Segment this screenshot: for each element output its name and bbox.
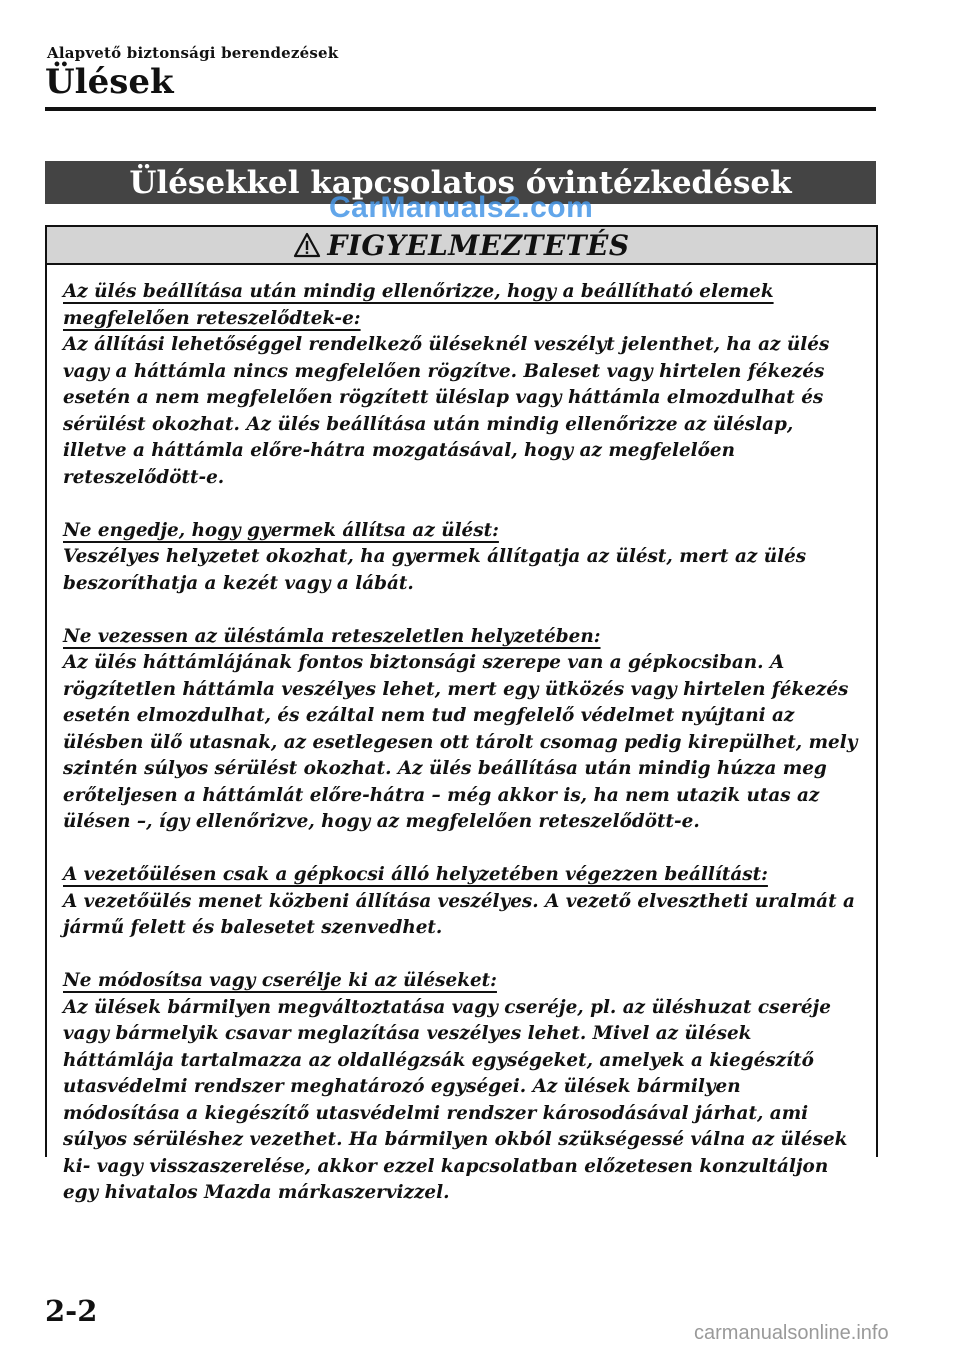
warning-item-text: Az állítási lehetőséggel rendelkező üléseknél veszélyt jelenthet, ha az ülés vagy a háttámla nincs megfelelően rögzítve. Baleset vagy hirtelen fékezés esetén a nem megfelelően rögzített üléslap vagy háttámla elmozdulhat és sérülést okozhat. Az ülés beállítása után mindig ellenőrizze az üléslap, illetve a háttámla előre-hátra mozgatásával, hogy az megfelelően reteszelődött-e. — [63, 334, 830, 488]
warning-triangle-icon — [293, 232, 321, 258]
warning-item-title: Ne módosítsa vagy cserélje ki az üléseket: — [63, 970, 497, 991]
header-divider — [45, 107, 876, 111]
warning-item — [63, 624, 862, 836]
warning-item — [63, 279, 862, 491]
warning-item-text: Az ülések bármilyen megváltoztatása vagy cseréje, pl. az üléshuzat cseréje vagy bármelyik csavar meglazítása veszélyes lehet. Mivel az ülések háttámlája tartalmazza az oldallégzsák egységeket, amelyek a kiegészítő utasvédelmi rendszer meghatározó egységei. Az ülések bármilyen módosítása a kiegészítő utasvédelmi rendszer károsodásával járhat, ami súlyos sérüléshez vezethet. Ha bármilyen okból szükségessé válna az ülések ki- vagy visszaszerelése, akkor ezzel kapcsolatban előzetesen konzultáljon egy hivatalos Mazda márkaszervizzel. — [63, 996, 848, 1203]
warning-item — [63, 518, 862, 598]
page-number: 2-2 — [45, 1294, 98, 1328]
warning-item — [63, 862, 862, 942]
watermark-carmanuals2: CarManuals2.com — [329, 191, 594, 224]
warning-item — [63, 968, 862, 1207]
warning-header — [47, 227, 876, 265]
section-banner-title: Ülésekkel kapcsolatos óvintézkedések — [129, 164, 792, 201]
warning-item-title: Ne vezessen az üléstámla reteszeletlen helyzetében: — [63, 625, 601, 647]
watermark-carmanualsonline: carmanualsonline.info — [694, 1322, 889, 1344]
warning-item-title: Ne engedje, hogy gyermek állítsa az ülést: — [63, 519, 499, 541]
chapter-label: Alapvető biztonsági berendezések — [47, 44, 339, 62]
warning-item-title: Az ülés beállítása után mindig ellenőrizze, hogy a beállítható elemek megfelelően reteszelődtek-e: — [63, 281, 774, 329]
warning-item-text: Veszélyes helyzetet okozhat, ha gyermek állítgatja az ülést, mert az ülés beszoríthatja a kezét vagy a lábát. — [63, 546, 807, 594]
warning-item-title: A vezetőülésen csak a gépkocsi álló helyzetében végezzen beállítást: — [63, 864, 768, 885]
warning-body — [47, 265, 876, 1207]
warning-label: FIGYELMEZTETÉS — [327, 228, 630, 262]
warning-item-text: A vezetőülés menet közbeni állítása veszélyes. A vezető elvesztheti uralmát a jármű felett és balesetet szenvedhet. — [63, 890, 855, 938]
page-title: Ülések — [45, 62, 174, 102]
warning-item-text: Az ülés háttámlájának fontos biztonsági szerepe van a gépkocsiban. A rögzítetlen háttámla veszélyes lehet, mert egy ütközés vagy hirtelen fékezés esetén elmozdulhat, és ezáltal nem tud megfelelő védelmet nyújtani az ülésben ülő utasnak, az esetlegesen ott tárolt csomag pedig kirepülhet, mely szintén súlyos sérülést okozhat. Az ülés beállítása után mindig húzza meg erőteljesen a háttámlát előre-hátra – még akkor is, ha nem utazik utas az ülésen –, így ellenőrizve, hogy az megfelelően reteszelődött-e. — [63, 652, 858, 832]
warning-box — [45, 225, 878, 1203]
